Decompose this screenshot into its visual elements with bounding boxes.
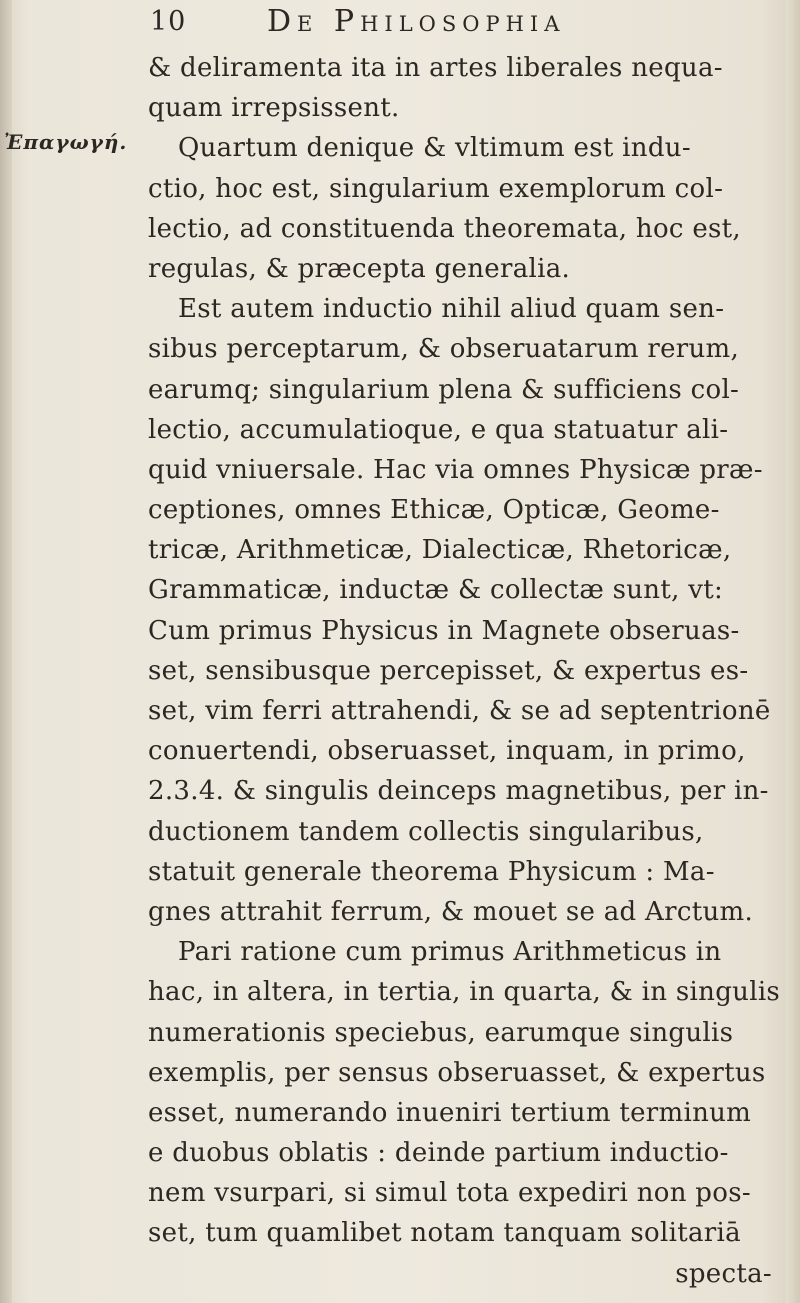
text-line: exemplis, per sensus obseruasset, & expertus — [148, 1057, 766, 1088]
text-line: lectio, ad constituenda theoremata, hoc est, — [148, 213, 741, 244]
text-line: statuit generale theorema Physicum : Ma- — [148, 856, 715, 887]
text-line: 2.3.4. & singulis deinceps magnetibus, per in- — [148, 776, 769, 807]
text-line: Grammaticæ, inductæ & collectæ sunt, vt: — [148, 575, 724, 606]
text-line: Quartum denique & vltimum est indu- — [178, 133, 691, 164]
text-line: set, vim ferri attrahendi, & se ad septentrionē — [148, 696, 771, 726]
text-line: & deliramenta ita in artes liberales nequa- — [148, 53, 723, 83]
text-line: numerationis speciebus, earumque singulis — [148, 1017, 734, 1048]
text-line: ctio, hoc est, singularium exemplorum col- — [148, 173, 724, 204]
text-line: esset, numerando inueniri tertium terminum — [148, 1097, 752, 1128]
text-line: nem vsurpari, si simul tota expediri non pos- — [148, 1178, 751, 1209]
gutter-shadow — [0, 0, 12, 1303]
running-head: De Philosophia — [267, 4, 566, 39]
text-line: Est autem inductio nihil aliud quam sen- — [178, 294, 725, 325]
text-line: conuertendi, obseruasset, inquam, in primo, — [148, 736, 746, 767]
text-line: tricæ, Arithmeticæ, Dialecticæ, Rhetoricæ, — [148, 535, 732, 566]
text-line: hac, in altera, in tertia, in quarta, & in singulis — [148, 977, 781, 1008]
text-line: gnes attrahit ferrum, & mouet se ad Arctum. — [148, 896, 754, 927]
text-line: regulas, & præcepta generalia. — [148, 253, 571, 284]
text-line: e duobus oblatis : deinde partium inductio- — [148, 1138, 729, 1169]
text-line: Cum primus Physicus in Magnete obseruas- — [148, 615, 740, 646]
catchword: specta- — [675, 1258, 772, 1289]
text-line: set, sensibusque percepisset, & expertus es- — [148, 655, 749, 686]
text-line: set, tum quamlibet notam tanquam solitariā — [148, 1218, 741, 1249]
text-line: sibus perceptarum, & obseruatarum rerum, — [148, 334, 740, 365]
page-header — [0, 2, 800, 42]
text-line: lectio, accumulatioque, e qua statuatur ali- — [148, 414, 729, 445]
text-line: earumq; singularium plena & sufficiens col- — [148, 374, 740, 405]
body-text — [148, 48, 788, 1294]
page-number: 10 — [150, 6, 187, 37]
marginal-note: Ἐπαγωγή. — [4, 130, 128, 154]
text-line: ceptiones, omnes Ethicæ, Opticæ, Geome- — [148, 495, 720, 526]
page-edge — [786, 0, 800, 1303]
text-line: ductionem tandem collectis singularibus, — [148, 816, 704, 847]
text-line: quam irrepsissent. — [148, 93, 400, 124]
text-line: Pari ratione cum primus Arithmeticus in — [178, 937, 722, 968]
text-line: quid vniuersale. Hac via omnes Physicæ præ- — [148, 454, 763, 485]
